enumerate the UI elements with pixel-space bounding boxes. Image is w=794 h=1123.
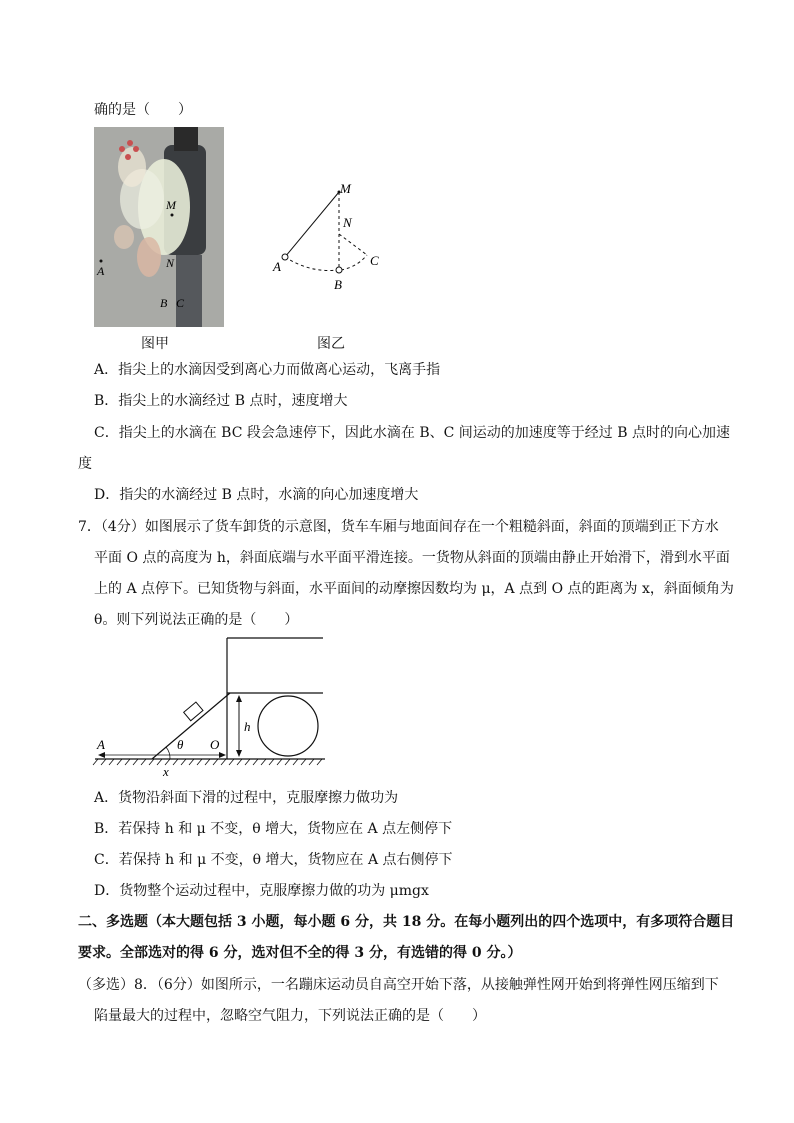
q7-option-d: D．货物整个运动过程中，克服摩擦力做的功为 μmgx <box>94 883 429 899</box>
q7-stem-line1: 7．（4分）如图展示了货车卸货的示意图，货车车厢与地面间存在一个粗糙斜面，斜面的顶端到正下方水 <box>78 519 719 535</box>
q7-stem-line2: 平面 O 点的高度为 h，斜面底端与水平面平滑连接。一货物从斜面的顶端由静止开始滑下，滑到水平面 <box>94 550 730 566</box>
fig-a-caption: 图甲 <box>141 336 169 352</box>
q6-option-d: D．指尖的水滴经过 B 点时，水滴的向心加速度增大 <box>94 487 419 503</box>
q7-option-b: B．若保持 h 和 μ 不变，θ 增大，货物应在 A 点左侧停下 <box>94 821 453 837</box>
q7-option-a: A．货物沿斜面下滑的过程中，克服摩擦力做功为 <box>94 790 399 806</box>
photo-label-m: M <box>166 198 176 212</box>
section-2-header-line1: 二、多选题（本大题包括 3 小题，每小题 6 分，共 18 分。在每小题列出的四个选项中，有多项符合题目 <box>78 914 735 930</box>
q7-option-c: C．若保持 h 和 μ 不变，θ 增大，货物应在 A 点右侧停下 <box>94 852 453 868</box>
slope-label-h: h <box>244 719 251 734</box>
q6-option-c-line2: 度 <box>78 456 92 472</box>
slope-label-theta: θ <box>177 737 184 752</box>
q8-stem-line1: （多选）8．（6分）如图所示，一名蹦床运动员自高空开始下落，从接触弹性网开始到将弹性网压缩到下 <box>78 977 719 993</box>
diagram-label-n: N <box>343 215 352 230</box>
q6-option-c-line1: C．指尖上的水滴在 BC 段会急速停下，因此水滴在 B、C 间运动的加速度等于经过 B 点时的向心加速 <box>94 425 730 441</box>
q8-stem-line2: 陷量最大的过程中，忽略空气阻力，下列说法正确的是（ ） <box>94 1008 486 1024</box>
diagram-label-m: M <box>340 181 351 196</box>
fig-b-caption: 图乙 <box>317 336 345 352</box>
photo-label-n: N <box>166 256 175 270</box>
section-2-header-line2: 要求。全部选对的得 6 分，选对但不全的得 3 分，有选错的得 0 分。） <box>78 945 522 961</box>
q6-figure-photo <box>94 127 224 327</box>
photo-label-b: B <box>160 296 168 310</box>
diagram-label-b: B <box>334 277 342 292</box>
diagram-label-a: A <box>273 259 281 274</box>
q7-figure-truck-slope <box>90 633 335 781</box>
q6-stem-tail: 确的是（ ） <box>94 102 192 118</box>
q7-stem-line3: 上的 A 点停下。已知货物与斜面，水平面间的动摩擦因数均为 μ，A 点到 O 点的距离为 x，斜面倾角为 <box>94 581 734 597</box>
q6-option-b: B．指尖上的水滴经过 B 点时，速度增大 <box>94 393 348 409</box>
slope-label-x: x <box>163 764 169 779</box>
q7-stem-line4: θ。则下列说法正确的是（ ） <box>94 612 299 628</box>
photo-label-c: C <box>176 296 185 310</box>
photo-label-a: A <box>97 264 105 278</box>
q6-option-a: A．指尖上的水滴因受到离心力而做离心运动，飞离手指 <box>94 362 441 378</box>
q6-figure-diagram <box>265 175 390 295</box>
diagram-label-c: C <box>370 253 379 268</box>
slope-label-a: A <box>97 737 105 752</box>
slope-label-o: O <box>210 737 220 752</box>
